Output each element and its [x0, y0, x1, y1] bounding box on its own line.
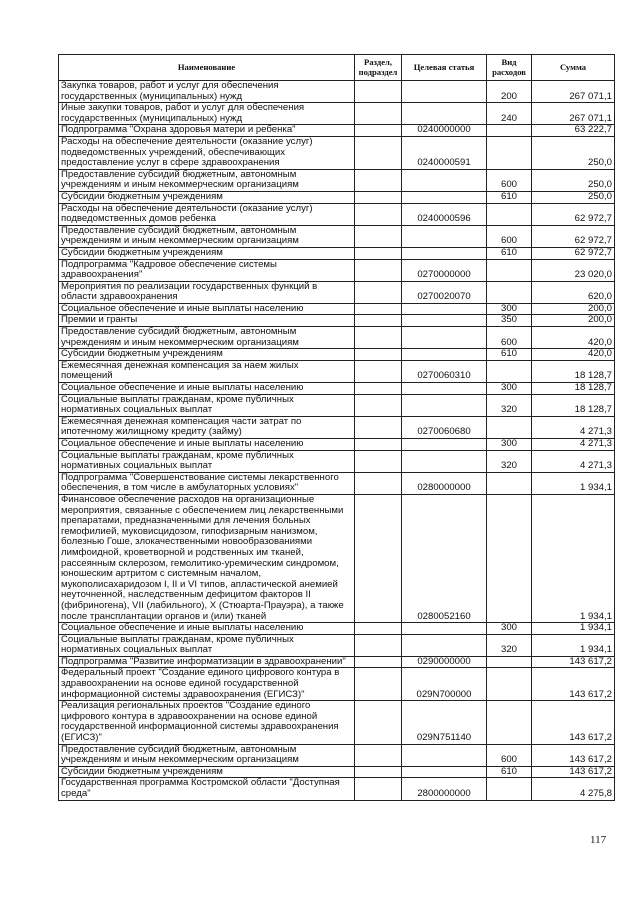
- row-celevaya: 0280052160: [402, 494, 487, 622]
- page-number: 117: [590, 834, 607, 846]
- row-name: Социальное обеспечение и иные выплаты населению: [59, 439, 355, 451]
- header-celevaya: Целевая статья: [402, 55, 487, 81]
- row-celevaya: [402, 383, 487, 395]
- row-vid: [487, 360, 532, 382]
- row-vid: 240: [487, 103, 532, 125]
- table-row: [59, 472, 615, 494]
- table-row: [59, 623, 615, 635]
- row-name: Субсидии бюджетным учреждениям: [59, 349, 355, 361]
- row-razdel: [355, 766, 402, 778]
- row-vid: 300: [487, 383, 532, 395]
- row-celevaya: [402, 169, 487, 191]
- row-razdel: [355, 125, 402, 137]
- row-razdel: [355, 439, 402, 451]
- table-row: [59, 303, 615, 315]
- row-razdel: [355, 634, 402, 656]
- table-row: [59, 136, 615, 169]
- row-name: Предоставление субсидий бюджетным, автономным учреждениям и иным некоммерческим организациям: [59, 327, 355, 349]
- row-name: Расходы на обеспечение деятельности (оказание услуг) подведомственных домов ребенка: [59, 203, 355, 225]
- table-row: [59, 349, 615, 361]
- row-razdel: [355, 450, 402, 472]
- row-summa: 4 275,8: [532, 778, 615, 800]
- row-summa: 1 934,1: [532, 623, 615, 635]
- row-razdel: [355, 136, 402, 169]
- row-summa: 420,0: [532, 349, 615, 361]
- table-row: [59, 394, 615, 416]
- table-row: [59, 383, 615, 395]
- row-celevaya: 2800000000: [402, 778, 487, 800]
- table-row: [59, 191, 615, 203]
- row-name: Премии и гранты: [59, 315, 355, 327]
- row-vid: 600: [487, 327, 532, 349]
- row-name: Подпрограмма "Кадровое обеспечение системы здравоохранения": [59, 259, 355, 281]
- row-vid: 300: [487, 623, 532, 635]
- row-vid: [487, 136, 532, 169]
- row-razdel: [355, 327, 402, 349]
- row-name: Предоставление субсидий бюджетным, автономным учреждениям и иным некоммерческим организациям: [59, 225, 355, 247]
- row-summa: 200,0: [532, 303, 615, 315]
- row-name: Предоставление субсидий бюджетным, автономным учреждениям и иным некоммерческим организациям: [59, 744, 355, 766]
- row-celevaya: [402, 623, 487, 635]
- row-razdel: [355, 225, 402, 247]
- row-celevaya: 0270060310: [402, 360, 487, 382]
- row-vid: [487, 472, 532, 494]
- row-name: Расходы на обеспечение деятельности (оказание услуг) подведомственных учреждений, обеспечивающих предоставление услуг в сфере здравоохранения: [59, 136, 355, 169]
- row-razdel: [355, 623, 402, 635]
- row-name: Подпрограмма "Развитие информатизации в здравоохранении": [59, 656, 355, 668]
- row-vid: 600: [487, 744, 532, 766]
- row-name: Ежемесячная денежная компенсация за наем жилых помещений: [59, 360, 355, 382]
- row-name: Субсидии бюджетным учреждениям: [59, 766, 355, 778]
- row-celevaya: [402, 303, 487, 315]
- row-vid: 610: [487, 766, 532, 778]
- table-row: [59, 225, 615, 247]
- table-row: [59, 656, 615, 668]
- row-vid: 320: [487, 450, 532, 472]
- row-vid: 300: [487, 303, 532, 315]
- row-razdel: [355, 191, 402, 203]
- row-celevaya: 0270000000: [402, 259, 487, 281]
- row-razdel: [355, 303, 402, 315]
- row-razdel: [355, 383, 402, 395]
- row-summa: 4 271,3: [532, 450, 615, 472]
- row-celevaya: [402, 439, 487, 451]
- row-razdel: [355, 701, 402, 744]
- row-vid: 610: [487, 247, 532, 259]
- row-name: Социальное обеспечение и иные выплаты населению: [59, 383, 355, 395]
- row-celevaya: 0270020070: [402, 281, 487, 303]
- row-name: Федеральный проект "Создание единого цифрового контура в здравоохранении на основе единой государственной информационной системы здравоохранения (ЕГИСЗ)": [59, 668, 355, 701]
- row-celevaya: [402, 81, 487, 103]
- row-celevaya: [402, 634, 487, 656]
- row-summa: 250,0: [532, 191, 615, 203]
- row-celevaya: [402, 103, 487, 125]
- row-name: Ежемесячная денежная компенсация части затрат по ипотечному жилищному кредиту (займу): [59, 416, 355, 438]
- row-summa: 63 222,7: [532, 125, 615, 137]
- row-name: Иные закупки товаров, работ и услуг для обеспечения государственных (муниципальных) нужд: [59, 103, 355, 125]
- row-celevaya: 0270060680: [402, 416, 487, 438]
- row-name: Реализация региональных проектов "Создание единого цифрового контура в здравоохранении на основе единой государственной информационной системы здравоохранения (ЕГИСЗ)": [59, 701, 355, 744]
- table-row: [59, 494, 615, 622]
- row-summa: 18 128,7: [532, 383, 615, 395]
- row-razdel: [355, 315, 402, 327]
- row-name: Закупка товаров, работ и услуг для обеспечения государственных (муниципальных) нужд: [59, 81, 355, 103]
- row-celevaya: 0240000596: [402, 203, 487, 225]
- row-celevaya: 029N751140: [402, 701, 487, 744]
- row-name: Социальное обеспечение и иные выплаты населению: [59, 623, 355, 635]
- row-summa: 143 617,2: [532, 668, 615, 701]
- row-razdel: [355, 394, 402, 416]
- row-vid: 610: [487, 191, 532, 203]
- row-summa: 267 071,1: [532, 81, 615, 103]
- row-summa: 1 934,1: [532, 494, 615, 622]
- row-summa: 62 972,7: [532, 203, 615, 225]
- row-name: Подпрограмма "Охрана здоровья матери и ребенка": [59, 125, 355, 137]
- table-row: [59, 439, 615, 451]
- table-row: [59, 315, 615, 327]
- row-name: Субсидии бюджетным учреждениям: [59, 191, 355, 203]
- row-celevaya: 0240000000: [402, 125, 487, 137]
- row-celevaya: [402, 225, 487, 247]
- row-name: Социальные выплаты гражданам, кроме публичных нормативных социальных выплат: [59, 450, 355, 472]
- row-razdel: [355, 744, 402, 766]
- row-name: Финансовое обеспечение расходов на организационные мероприятия, связанные с обеспечением лиц лекарственными препаратами, предназначенными для лечения больных гемофилией, муковисцидозом, гипофизарным нанизмом, болезнью Гоше, злокачественными новообразованиями лимфоидной, кроветворной и родственных им тканей, рассеянным склерозом, гемолитико-уремическим синдромом, юношеским артритом с системным началом, мукополисахаридозом I, II и VI типов, апластической анемией неуточненной, наследственным дефицитом факторов II (фибриногена), VII (лабильного), X (Стюарта-Прауэра), а также после трансплантации органов и (или) тканей: [59, 494, 355, 622]
- row-vid: [487, 125, 532, 137]
- table-row: [59, 203, 615, 225]
- row-summa: 620,0: [532, 281, 615, 303]
- row-summa: 143 617,2: [532, 701, 615, 744]
- row-razdel: [355, 360, 402, 382]
- table-row: [59, 125, 615, 137]
- row-name: Социальные выплаты гражданам, кроме публичных нормативных социальных выплат: [59, 634, 355, 656]
- row-vid: 350: [487, 315, 532, 327]
- table-row: [59, 668, 615, 701]
- row-celevaya: [402, 766, 487, 778]
- row-name: Мероприятия по реализации государственных функций в области здравоохранения: [59, 281, 355, 303]
- row-name: Субсидии бюджетным учреждениям: [59, 247, 355, 259]
- row-name: Социальное обеспечение и иные выплаты населению: [59, 303, 355, 315]
- row-celevaya: [402, 450, 487, 472]
- row-celevaya: [402, 191, 487, 203]
- row-razdel: [355, 259, 402, 281]
- row-razdel: [355, 281, 402, 303]
- row-vid: 320: [487, 634, 532, 656]
- budget-table: [58, 54, 615, 801]
- row-razdel: [355, 778, 402, 800]
- row-vid: [487, 203, 532, 225]
- table-row: [59, 450, 615, 472]
- row-summa: 4 271,3: [532, 416, 615, 438]
- row-summa: 200,0: [532, 315, 615, 327]
- row-vid: [487, 778, 532, 800]
- row-razdel: [355, 668, 402, 701]
- row-razdel: [355, 103, 402, 125]
- table-header-row: [59, 55, 615, 81]
- table-row: [59, 744, 615, 766]
- table-row: [59, 327, 615, 349]
- row-summa: 1 934,1: [532, 634, 615, 656]
- table-row: [59, 247, 615, 259]
- header-vid: Вид расходов: [487, 55, 532, 81]
- row-razdel: [355, 247, 402, 259]
- row-vid: [487, 701, 532, 744]
- row-vid: 600: [487, 169, 532, 191]
- row-vid: [487, 668, 532, 701]
- row-celevaya: [402, 349, 487, 361]
- row-vid: 300: [487, 439, 532, 451]
- row-name: Государственная программа Костромской области "Доступная среда": [59, 778, 355, 800]
- row-vid: 600: [487, 225, 532, 247]
- row-celevaya: 0240000591: [402, 136, 487, 169]
- header-summa: Сумма: [532, 55, 615, 81]
- table-row: [59, 81, 615, 103]
- table-row: [59, 634, 615, 656]
- row-vid: [487, 494, 532, 622]
- row-summa: 23 020,0: [532, 259, 615, 281]
- row-vid: 320: [487, 394, 532, 416]
- row-celevaya: [402, 394, 487, 416]
- row-vid: [487, 416, 532, 438]
- row-celevaya: [402, 327, 487, 349]
- row-razdel: [355, 416, 402, 438]
- row-vid: [487, 656, 532, 668]
- row-razdel: [355, 169, 402, 191]
- row-celevaya: [402, 744, 487, 766]
- row-summa: 250,0: [532, 169, 615, 191]
- row-vid: 200: [487, 81, 532, 103]
- row-summa: 267 071,1: [532, 103, 615, 125]
- row-summa: 62 972,7: [532, 247, 615, 259]
- row-razdel: [355, 349, 402, 361]
- row-razdel: [355, 472, 402, 494]
- row-summa: 143 617,2: [532, 766, 615, 778]
- row-vid: [487, 281, 532, 303]
- row-name: Социальные выплаты гражданам, кроме публичных нормативных социальных выплат: [59, 394, 355, 416]
- row-summa: 62 972,7: [532, 225, 615, 247]
- row-name: Подпрограмма "Совершенствование системы лекарственного обеспечения, в том числе в амбулаторных условиях": [59, 472, 355, 494]
- row-razdel: [355, 656, 402, 668]
- table-row: [59, 103, 615, 125]
- row-celevaya: 0290000000: [402, 656, 487, 668]
- table-row: [59, 281, 615, 303]
- row-vid: 610: [487, 349, 532, 361]
- table-row: [59, 766, 615, 778]
- table-row: [59, 778, 615, 800]
- row-summa: 143 617,2: [532, 744, 615, 766]
- header-razdel: Раздел, подраздел: [355, 55, 402, 81]
- table-row: [59, 360, 615, 382]
- header-name: Наименование: [59, 55, 355, 81]
- table-row: [59, 701, 615, 744]
- row-razdel: [355, 81, 402, 103]
- table-row: [59, 259, 615, 281]
- table-row: [59, 169, 615, 191]
- row-vid: [487, 259, 532, 281]
- table-row: [59, 416, 615, 438]
- row-summa: 1 934,1: [532, 472, 615, 494]
- row-razdel: [355, 203, 402, 225]
- row-name: Предоставление субсидий бюджетным, автономным учреждениям и иным некоммерческим организациям: [59, 169, 355, 191]
- row-celevaya: 029N700000: [402, 668, 487, 701]
- row-celevaya: [402, 315, 487, 327]
- row-summa: 18 128,7: [532, 394, 615, 416]
- row-summa: 143 617,2: [532, 656, 615, 668]
- row-celevaya: [402, 247, 487, 259]
- row-razdel: [355, 494, 402, 622]
- row-summa: 420,0: [532, 327, 615, 349]
- row-summa: 4 271,3: [532, 439, 615, 451]
- row-summa: 250,0: [532, 136, 615, 169]
- row-summa: 18 128,7: [532, 360, 615, 382]
- row-celevaya: 0280000000: [402, 472, 487, 494]
